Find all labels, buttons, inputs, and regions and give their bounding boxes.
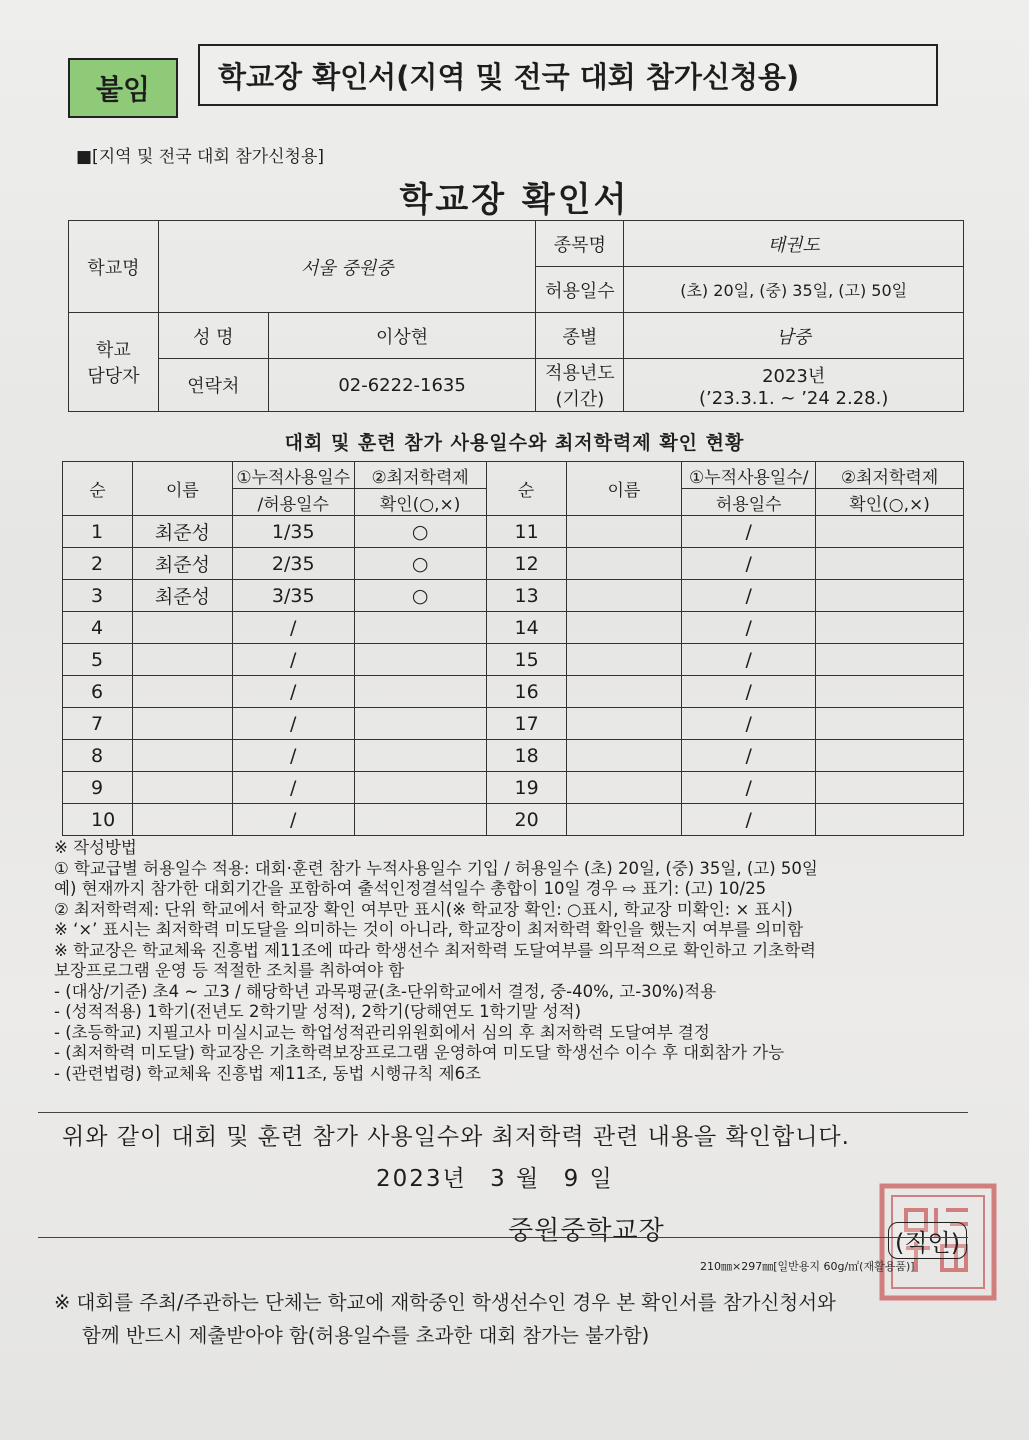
contact-value: 02-6222-1635: [268, 359, 536, 412]
instruction-line: - (성적적용) 1학기(전년도 2학기말 성적), 2학기(당해연도 1학기말 성적): [54, 1002, 582, 1021]
paper-spec: 210㎜×297㎜[일반용지 60g/㎡(재활용품)]: [700, 1260, 915, 1273]
cell-no: 8: [63, 740, 133, 772]
school-name-label: 학교명: [69, 221, 159, 313]
cell-check: ○: [354, 516, 486, 548]
cell-name: 최준성: [132, 580, 232, 612]
cell-name: [132, 644, 232, 676]
cell-days: /: [232, 612, 354, 644]
table-row: [63, 516, 964, 548]
issue-date-month: 3 월: [490, 1166, 541, 1192]
instruction-line: ※ 학교장은 학교체육 진흥법 제11조에 따라 학생선수 최저학력 도달여부를 의무적으로 확인하고 기초학력: [54, 940, 816, 960]
table-row: [63, 772, 964, 804]
cell-no: 2: [63, 548, 133, 580]
footer-line-2: 함께 반드시 제출받아야 함(허용일수를 초과한 대회 참가는 불가함): [82, 1324, 650, 1347]
cell-days: /: [232, 676, 354, 708]
cell-check: [354, 772, 486, 804]
col-header-name: 이름: [132, 462, 232, 516]
cell-no: 16: [486, 676, 566, 708]
cell-no: 13: [486, 580, 566, 612]
year-value: [624, 359, 964, 412]
cell-name: [132, 612, 232, 644]
cell-name: [132, 708, 232, 740]
year-label-line1: 적용년도: [545, 363, 615, 384]
allowed-days-label: 허용일수: [536, 267, 624, 313]
cell-check: ○: [354, 580, 486, 612]
instruction-line: - (대상/기준) 초4 ~ 고3 / 해당학년 과목평균(초-단위학교에서 결정, 중-40%, 고-30%)적용: [54, 981, 717, 1001]
footer-line-1: ※ 대회를 주최/주관하는 단체는 학교에 재학중인 학생선수인 경우 본 확인서를 참가신청서와: [54, 1291, 836, 1314]
cell-no: 7: [63, 708, 133, 740]
school-name-value: 서울 중원중: [158, 221, 536, 313]
cell-name: [566, 708, 682, 740]
staff-name-label: 성 명: [158, 313, 268, 359]
cell-no: 1: [63, 516, 133, 548]
table-row: [63, 708, 964, 740]
cell-check: [816, 708, 964, 740]
year-label: [536, 359, 624, 412]
cell-name: 최준성: [132, 548, 232, 580]
cell-check: ○: [354, 548, 486, 580]
confirmation-statement: 위와 같이 대회 및 훈련 참가 사용일수와 최저학력 관련 내용을 확인합니다.: [62, 1124, 850, 1150]
cell-name: [566, 804, 682, 836]
cell-check: [816, 804, 964, 836]
staff-label-line1: 학교: [96, 340, 131, 361]
cell-name: [566, 676, 682, 708]
instruction-line: ② 최저학력제: 단위 학교에서 학교장 확인 여부만 표시(※ 학교장 확인: ○표시, 학교장 미확인: × 표시): [54, 899, 793, 919]
cell-name: [132, 676, 232, 708]
cell-name: [132, 740, 232, 772]
records-table: [62, 461, 964, 836]
cell-check: [354, 740, 486, 772]
contact-label: 연락처: [158, 359, 268, 412]
cell-no: 9: [63, 772, 133, 804]
cell-check: [354, 676, 486, 708]
cell-check: [816, 740, 964, 772]
instruction-line: - (초등학교) 지필고사 미실시교는 학업성적관리위원회에서 심의 후 최저학력 도달여부 결정: [54, 1022, 710, 1042]
issue-date-day: 9 일: [563, 1166, 614, 1192]
table-row: [63, 612, 964, 644]
instruction-line: ※ 작성방법: [54, 838, 137, 857]
instruction-line: ※ ‘×’ 표시는 최저학력 미도달을 의미하는 것이 아니라, 학교장이 최저학력 확인을 했는지 여부를 의미함: [54, 920, 804, 939]
table-row: [63, 644, 964, 676]
issue-date-year: 2023년: [376, 1166, 467, 1192]
cell-no: 3: [63, 580, 133, 612]
footer-note: [54, 1286, 954, 1352]
instruction-line: - (관련법령) 학교체육 진흥법 제11조, 동법 시행규칙 제6조: [54, 1063, 481, 1083]
year-label-line2: (기간): [555, 389, 605, 410]
cell-days: /: [232, 804, 354, 836]
cell-no: 14: [486, 612, 566, 644]
cell-no: 12: [486, 548, 566, 580]
section-title: 대회 및 훈련 참가 사용일수와 최저학력제 확인 현황: [284, 432, 745, 454]
year-value-line1: 2023년: [762, 365, 826, 387]
col-header-check-right-line2: 확인(○,×): [816, 489, 964, 516]
col-header-no-right: 순: [486, 462, 566, 516]
cell-no: 4: [63, 612, 133, 644]
col-header-days-line1: ①누적사용일수: [232, 462, 354, 489]
cell-check: [816, 580, 964, 612]
cell-days: /: [682, 516, 816, 548]
page-title: 학교장 확인서: [399, 180, 630, 220]
cell-name: [566, 580, 682, 612]
category-value: 남중: [624, 313, 964, 359]
cell-check: [816, 516, 964, 548]
cell-no: 18: [486, 740, 566, 772]
seal-label: (직인): [888, 1222, 967, 1259]
cell-check: [354, 612, 486, 644]
cell-days: /: [682, 580, 816, 612]
cell-no: 17: [486, 708, 566, 740]
table-row: [63, 580, 964, 612]
cell-days: /: [682, 740, 816, 772]
cell-days: /: [682, 708, 816, 740]
instruction-line: 예) 현재까지 참가한 대회기간을 포함하여 출석인정결석일수 총합이 10일 경우 ⇨ 표기: (고) 10/25: [54, 879, 767, 898]
divider-top: [38, 1112, 968, 1113]
cell-check: [816, 644, 964, 676]
cell-check: [816, 772, 964, 804]
event-label: 종목명: [536, 221, 624, 267]
cell-name: [132, 772, 232, 804]
table-row: [63, 740, 964, 772]
cell-days: /: [232, 740, 354, 772]
writing-instructions: [54, 838, 974, 1084]
cell-name: 최준성: [132, 516, 232, 548]
year-value-line2: (’23.3.1. ~ ’24 2.28.): [698, 387, 889, 409]
col-header-check-right-line1: ②최저학력제: [816, 462, 964, 489]
cell-days: /: [682, 804, 816, 836]
principal-title: 중원중학교장: [508, 1216, 665, 1246]
cell-name: [566, 644, 682, 676]
cell-days: /: [682, 772, 816, 804]
cell-name: [132, 804, 232, 836]
col-header-check-line2: 확인(○,×): [354, 489, 486, 516]
col-header-name-right: 이름: [566, 462, 682, 516]
col-header-check-line1: ②최저학력제: [354, 462, 486, 489]
cell-no: 15: [486, 644, 566, 676]
staff-label-line2: 담당자: [87, 366, 140, 387]
cell-days: 1/35: [232, 516, 354, 548]
cell-name: [566, 612, 682, 644]
category-label: 종별: [536, 313, 624, 359]
col-header-days-right-line2: 허용일수: [682, 489, 816, 516]
cell-check: [816, 548, 964, 580]
cell-days: /: [682, 548, 816, 580]
table-row: [63, 804, 964, 836]
instruction-line: - (최저학력 미도달) 학교장은 기초학력보장프로그램 운영하여 미도달 학생선수 이수 후 대회참가 가능: [54, 1043, 785, 1062]
cell-check: [354, 804, 486, 836]
subtitle-tag: ■[지역 및 전국 대회 참가신청용]: [76, 147, 325, 167]
cell-days: /: [232, 708, 354, 740]
cell-name: [566, 548, 682, 580]
cell-name: [566, 516, 682, 548]
event-value: 태권도: [624, 221, 964, 267]
table-row: [63, 676, 964, 708]
instruction-line: 보장프로그램 운영 등 적절한 조치를 취하여야 함: [54, 961, 405, 980]
staff-label: [69, 313, 159, 412]
table-row: [63, 548, 964, 580]
divider-bottom: [38, 1237, 968, 1238]
cell-no: 5: [63, 644, 133, 676]
cell-days: 2/35: [232, 548, 354, 580]
cell-check: [816, 676, 964, 708]
document-header-title: 학교장 확인서(지역 및 전국 대회 참가신청용): [198, 44, 938, 106]
cell-days: /: [232, 644, 354, 676]
school-info-table: [68, 220, 964, 412]
col-header-no: 순: [63, 462, 133, 516]
cell-no: 10: [63, 804, 133, 836]
cell-days: /: [682, 612, 816, 644]
cell-no: 19: [486, 772, 566, 804]
allowed-days-value: (초) 20일, (중) 35일, (고) 50일: [624, 267, 964, 313]
cell-no: 6: [63, 676, 133, 708]
staff-name-value: 이상현: [268, 313, 536, 359]
cell-name: [566, 740, 682, 772]
cell-check: [354, 644, 486, 676]
cell-no: 20: [486, 804, 566, 836]
cell-no: 11: [486, 516, 566, 548]
attachment-tag: 붙임: [68, 58, 178, 118]
cell-days: /: [232, 772, 354, 804]
cell-check: [354, 708, 486, 740]
cell-days: 3/35: [232, 580, 354, 612]
cell-days: /: [682, 676, 816, 708]
issue-date: [376, 1160, 628, 1193]
col-header-days-line2: /허용일수: [232, 489, 354, 516]
cell-check: [816, 612, 964, 644]
cell-days: /: [682, 644, 816, 676]
cell-name: [566, 772, 682, 804]
instruction-line: ① 학교급별 허용일수 적용: 대회·훈련 참가 누적사용일수 기입 / 허용일수 (초) 20일, (중) 35일, (고) 50일: [54, 858, 818, 878]
col-header-days-right-line1: ①누적사용일수/: [682, 462, 816, 489]
